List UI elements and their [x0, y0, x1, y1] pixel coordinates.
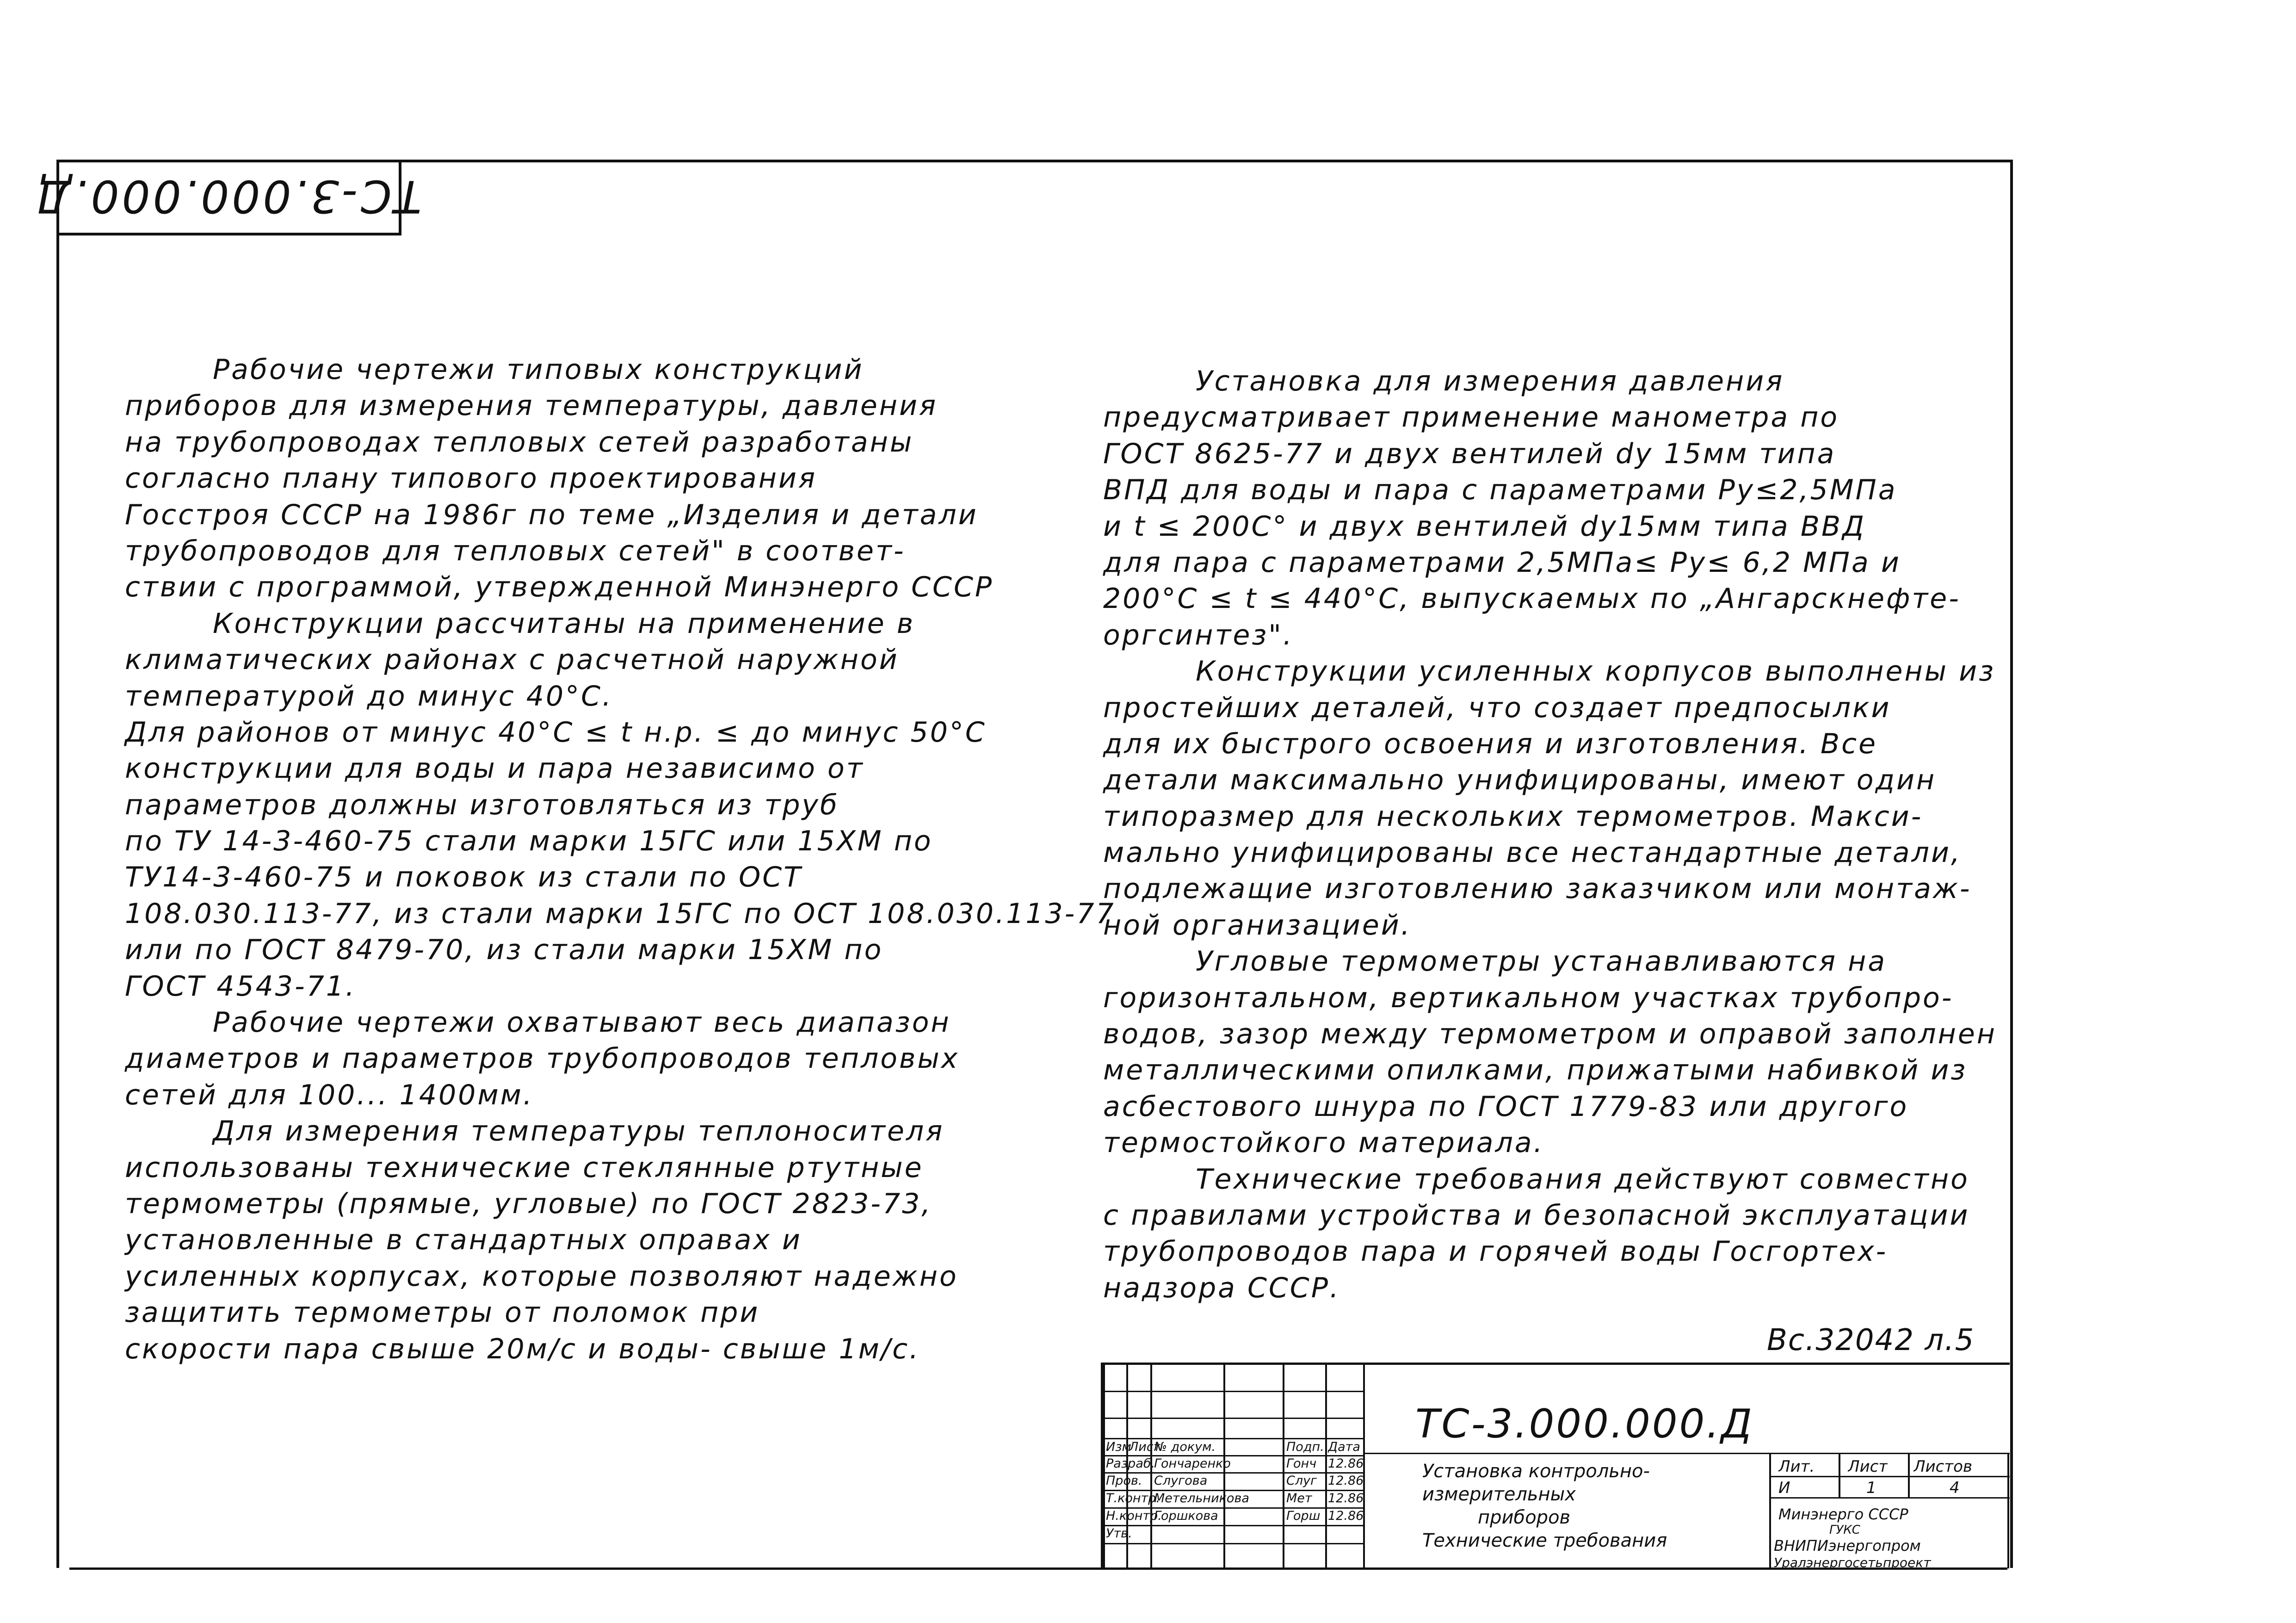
- text-line: для пара с параметрами 2,5МПа≤ Pу≤ 6,2 МПа и: [1103, 546, 1901, 579]
- text-line: типоразмер для нескольких термометров. Макси-: [1103, 800, 1923, 833]
- tb-name: Метельникова: [1154, 1491, 1249, 1505]
- tb-title-line: измерительных: [1422, 1484, 1576, 1505]
- text-line: Для измерения температуры теплоносителя: [213, 1115, 944, 1148]
- text-line: 200°С ≤ t ≤ 440°С, выпускаемых по „Ангарскнефте-: [1103, 582, 1961, 615]
- tb-list-header: Лист: [1848, 1457, 1888, 1476]
- tb-lit-header: Лит.: [1778, 1457, 1815, 1476]
- tb-line: [1103, 1365, 1105, 1568]
- tb-role: Н.контр.: [1106, 1509, 1162, 1523]
- tb-header-izm: Изм: [1106, 1440, 1131, 1454]
- tb-signature: Слуг: [1286, 1474, 1317, 1488]
- tb-line: [1325, 1365, 1327, 1568]
- tb-name: Горшкова: [1154, 1509, 1218, 1523]
- text-line: оргсинтез".: [1103, 619, 1294, 651]
- text-line: термометры (прямые, угловые) по ГОСТ 2823-73,: [125, 1187, 932, 1220]
- tb-line: [1908, 1453, 1910, 1497]
- top-code-box: [33, 160, 422, 235]
- tb-line: [1103, 1438, 1363, 1439]
- text-line: трубопроводов пара и горячей воды Госгортех-: [1103, 1235, 1888, 1268]
- tb-title-line: Технические требования: [1422, 1530, 1667, 1551]
- tb-header-list: Лист: [1129, 1440, 1161, 1454]
- tb-org-line: ГУКС: [1829, 1523, 1860, 1537]
- text-line: температурой до минус 40°С.: [125, 680, 613, 712]
- text-line: Для районов от минус 40°С ≤ t н.р. ≤ до минус 50°С: [125, 716, 987, 749]
- text-line: диаметров и параметров трубопроводов тепловых: [125, 1042, 960, 1075]
- tb-signature: Горш: [1286, 1509, 1321, 1523]
- tb-line: [1769, 1453, 1771, 1568]
- tb-organization: [1774, 1505, 1931, 1570]
- tb-name: Слугова: [1154, 1474, 1208, 1488]
- tb-role: Пров.: [1106, 1474, 1142, 1488]
- tb-header-podp: Подп.: [1286, 1440, 1324, 1454]
- text-line: металлическими опилками, прижатыми набивкой из: [1103, 1054, 1968, 1087]
- tb-date: 12.86: [1328, 1509, 1364, 1523]
- tb-date: 12.86: [1328, 1491, 1364, 1505]
- text-line: ВПД для воды и пара с параметрами Pу≤2,5МПа: [1103, 474, 1897, 507]
- text-line: для их быстрого освоения и изготовления. Все: [1103, 727, 1878, 760]
- tb-listov-header: Листов: [1913, 1457, 1973, 1476]
- text-line: параметров должны изготовляться из труб: [125, 788, 839, 821]
- text-line: усиленных корпусах, которые позволяют надежно: [125, 1260, 958, 1293]
- tb-org-line: Минэнерго СССР: [1778, 1505, 1908, 1523]
- text-line: надзора СССР.: [1103, 1271, 1340, 1304]
- tb-title-line: приборов: [1478, 1507, 1571, 1528]
- text-line: ствии с программой, утвержденной Минэнерго СССР: [125, 571, 994, 604]
- tb-document-code: ТС-3.000.000.Д: [1415, 1401, 1754, 1447]
- text-line: установленные в стандартных оправах и: [125, 1224, 802, 1257]
- left-text-column: [125, 352, 1116, 1367]
- tb-list-value: 1: [1866, 1479, 1876, 1497]
- text-line: водов, зазор между термометром и оправой заполнен: [1103, 1018, 1997, 1051]
- tb-date: 12.86: [1328, 1474, 1364, 1488]
- text-line: предусматривает применение манометра по: [1103, 401, 1839, 434]
- text-line: приборов для измерения температуры, давления: [125, 390, 938, 422]
- text-line: Конструкции усиленных корпусов выполнены из: [1196, 655, 1996, 688]
- tb-name: Гончаренко: [1154, 1456, 1231, 1471]
- tb-signature: Мет: [1286, 1491, 1312, 1505]
- tb-lit-value: И: [1778, 1479, 1790, 1497]
- text-line: Угловые термометры устанавливаются на: [1196, 945, 1887, 978]
- tb-title: [1422, 1460, 1667, 1552]
- right-text-column: [1103, 363, 1997, 1306]
- reference-note: Вс.32042 л.5: [1767, 1323, 1975, 1357]
- text-line: подлежащие изготовлению заказчиком или монтаж-: [1103, 873, 1972, 905]
- tb-line: [1283, 1365, 1284, 1568]
- text-line: климатических районах с расчетной наружной: [125, 644, 899, 676]
- text-line: по ТУ 14-3-460-75 стали марки 15ГС или 15ХМ по: [125, 825, 933, 858]
- title-block: [1101, 1363, 2010, 1568]
- text-line: ГОСТ 4543-71.: [125, 970, 357, 1003]
- tb-signature: Гонч: [1286, 1456, 1317, 1471]
- tb-line: [1103, 1418, 1363, 1419]
- text-line: термостойкого материала.: [1103, 1127, 1544, 1159]
- text-line: Технические требования действуют совместно: [1196, 1163, 1969, 1196]
- text-line: асбестового шнура по ГОСТ 1779-83 или другого: [1103, 1090, 1909, 1123]
- tb-line: [2007, 1453, 2009, 1568]
- text-line: Конструкции рассчитаны на применение в: [213, 607, 915, 640]
- text-line: сетей для 100... 1400мм.: [125, 1078, 534, 1111]
- tb-line: [1103, 1391, 1363, 1392]
- tb-role: Утв.: [1106, 1526, 1132, 1541]
- text-line: 108.030.113-77, из стали марки 15ГС по ОСТ 108.030.113-77: [125, 897, 1116, 930]
- text-line: Рабочие чертежи охватывают весь диапазон: [213, 1006, 951, 1039]
- tb-line: [1839, 1453, 1840, 1497]
- tb-listov-value: 4: [1950, 1479, 1960, 1497]
- text-line: Рабочие чертежи типовых конструкций: [213, 353, 864, 386]
- tb-header-data: Дата: [1328, 1440, 1360, 1454]
- text-line: скорости пара свыше 20м/с и воды- свыше 1м/с.: [125, 1332, 920, 1365]
- text-line: ГОСТ 8625-77 и двух вентилей dу 15мм типа: [1103, 437, 1836, 470]
- tb-line: [1363, 1453, 2010, 1454]
- tb-role: Т.контр.: [1106, 1491, 1160, 1505]
- tb-line: [1769, 1497, 2010, 1499]
- text-line: ТУ14-3-460-75 и поковок из стали по ОСТ: [125, 861, 802, 894]
- top-document-code: ТС-3.000.000.Д: [33, 170, 422, 222]
- text-line: или по ГОСТ 8479-70, из стали марки 15ХМ по: [125, 934, 883, 966]
- text-line: на трубопроводах тепловых сетей разработаны: [125, 426, 914, 458]
- text-line: детали максимально унифицированы, имеют один: [1103, 764, 1937, 797]
- tb-header-doc: № докум.: [1154, 1440, 1216, 1454]
- text-line: защитить термометры от поломок при: [125, 1296, 760, 1329]
- tb-org-line: ВНИПИэнергопром: [1774, 1537, 1921, 1555]
- text-line: конструкции для воды и пара независимо от: [125, 752, 864, 785]
- text-line: Установка для измерения давления: [1196, 365, 1784, 397]
- tb-org-line: Уралэнергосетьпроект: [1774, 1555, 1931, 1570]
- text-line: ной организацией.: [1103, 909, 1412, 942]
- text-line: и t ≤ 200С° и двух вентилей dу15мм типа ВВД: [1103, 510, 1866, 543]
- text-line: Госстроя СССР на 1986г по теме „Изделия и детали: [125, 498, 978, 531]
- tb-title-line: Установка контрольно-: [1422, 1461, 1650, 1482]
- text-line: мально унифицированы все нестандартные детали,: [1103, 836, 1962, 869]
- text-line: трубопроводов для тепловых сетей" в соответ-: [125, 534, 906, 567]
- text-line: горизонтальном, вертикальном участках трубопро-: [1103, 981, 1954, 1014]
- tb-line: [1103, 1543, 1363, 1544]
- text-line: согласно плану типового проектирования: [125, 462, 817, 495]
- tb-line: [1769, 1476, 2010, 1477]
- tb-role: Разраб.: [1106, 1456, 1155, 1471]
- tb-line: [1103, 1525, 1363, 1526]
- tb-date: 12.86: [1328, 1456, 1364, 1471]
- text-line: с правилами устройства и безопасной эксплуатации: [1103, 1199, 1970, 1232]
- text-line: простейших деталей, что создает предпосылки: [1103, 691, 1891, 724]
- text-line: использованы технические стеклянные ртутные: [125, 1151, 924, 1184]
